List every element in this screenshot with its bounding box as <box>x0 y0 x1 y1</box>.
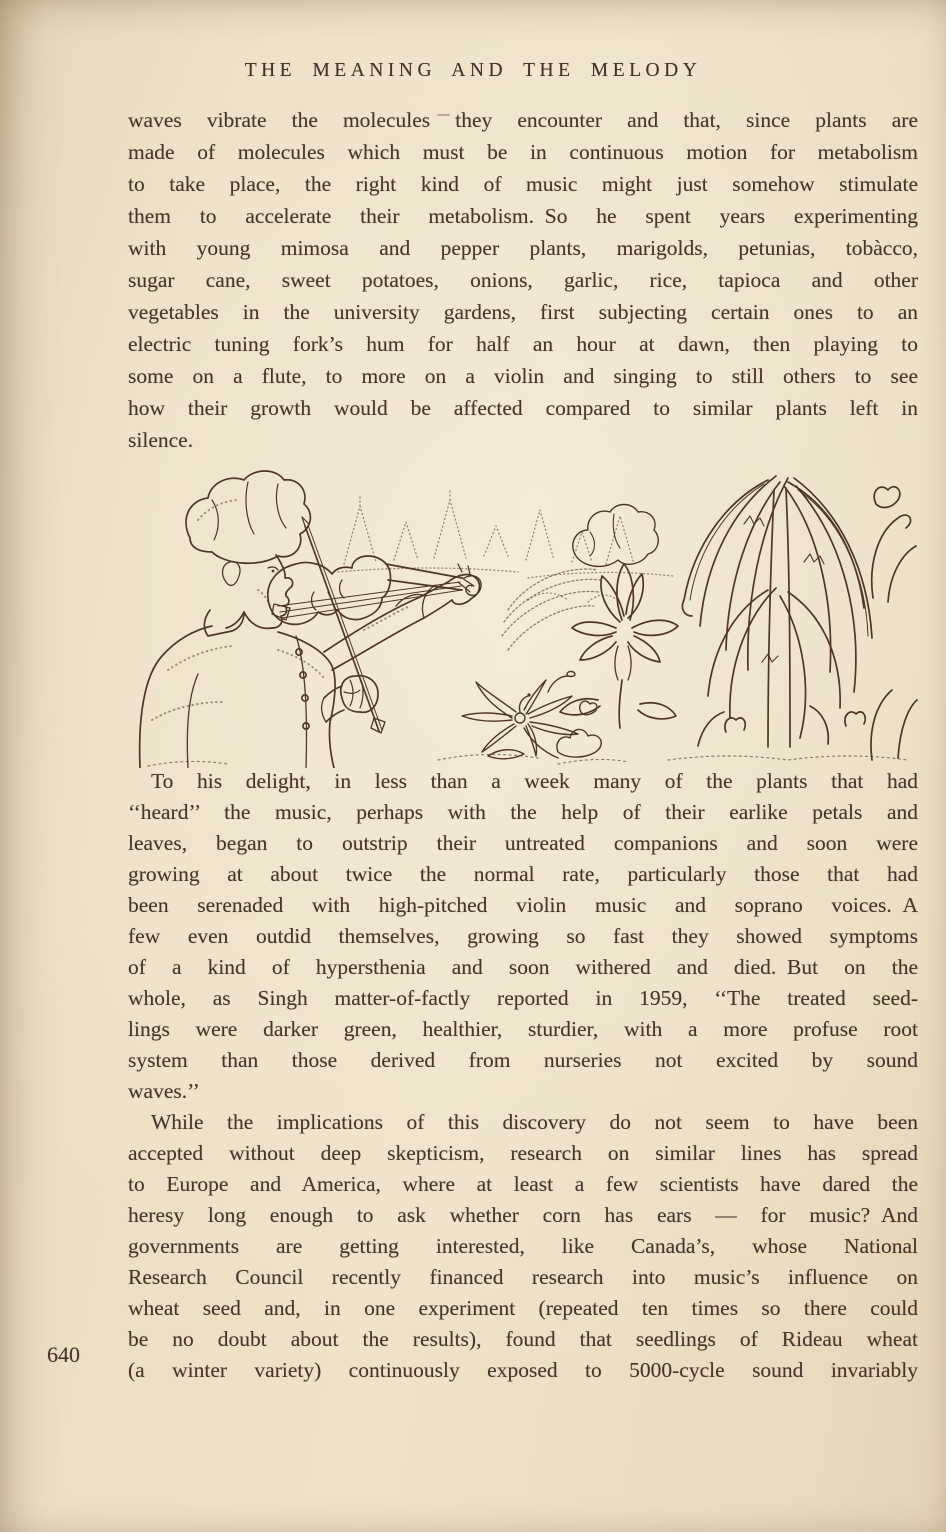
leafy-bush <box>573 505 658 567</box>
text-line: how their growth would be affected compared to similar plants left in <box>128 396 918 420</box>
text-line: to take place, the right kind of music might just somehow stimulate <box>128 172 918 196</box>
text-line: wheat seed and, in one experiment (repeated ten times so there could <box>128 1296 918 1320</box>
text-line: To his delight, in less than a week many of the plants that had <box>151 769 918 793</box>
lotus-flower <box>560 564 678 728</box>
text-line: electric tuning fork’s hum for half an hour at dawn, then playing to <box>128 332 918 356</box>
text-line: waves.’’ <box>128 1079 200 1103</box>
ear <box>223 562 240 586</box>
paragraphs-2-3 <box>128 766 918 1386</box>
hatched-midground <box>502 569 600 650</box>
text-line: them to accelerate their metabolism. So he spent years experimenting <box>128 204 918 228</box>
star-flower <box>462 672 578 759</box>
text-line: accepted without deep skepticism, research on similar lines has spread <box>128 1141 918 1165</box>
text-line: whole, as Singh matter-of-factly reported in 1959, ‘‘The treated seed- <box>128 986 918 1010</box>
paragraph-1 <box>128 104 918 456</box>
text-line: silence. <box>128 428 194 452</box>
text-line: vegetables in the university gardens, first subjecting certain ones to an <box>128 300 918 324</box>
text-line: to Europe and America, where at least a few scientists have dared the <box>128 1172 918 1196</box>
text-line: some on a flute, to more on a violin and singing to still others to see <box>128 364 918 388</box>
text-line: been serenaded with high-pitched violin music and soprano voices. A <box>128 893 918 917</box>
text-line: heresy long enough to ask whether corn has ears — for music? And <box>128 1203 918 1227</box>
text-line: system than those derived from nurseries not excited by sound <box>128 1048 918 1072</box>
text-line: lings were darker green, healthier, sturdier, with a more profuse root <box>128 1017 918 1041</box>
curled-leaves-right <box>871 487 917 760</box>
violinist-and-plants-illustration <box>128 460 918 768</box>
violin <box>268 556 481 624</box>
text-line: leaves, began to outstrip their untreated companions and soon were <box>128 831 918 855</box>
text-line: (a winter variety) continuously exposed to 5000-cycle sound invariably <box>128 1358 918 1382</box>
bow-hand <box>341 676 378 713</box>
violin-scroll <box>464 576 481 595</box>
text-line: few even outdid themselves, growing so fast they showed symptoms <box>128 924 918 948</box>
text-line: growing at about twice the normal rate, particularly those that had <box>128 862 918 886</box>
text-line: be no doubt about the results), found that seedlings of Rideau wheat <box>128 1327 918 1351</box>
page-number: 640 <box>47 1342 80 1367</box>
maize-leaves <box>682 476 872 747</box>
text-line: with young mimosa and pepper plants, marigolds, petunias, tobàcco, <box>128 236 918 260</box>
text-line: governments are getting interested, like Canada’s, whose National <box>128 1234 918 1258</box>
extended-arm <box>324 582 448 652</box>
stipple-shading <box>152 500 410 720</box>
text-line: ‘‘heard’’ the music, perhaps with the help of their earlike petals and <box>128 800 918 824</box>
text-line: of a kind of hypersthenia and soon withered and died. But on the <box>128 955 918 979</box>
running-head: THE MEANING AND THE MELODY <box>244 60 702 81</box>
torso <box>140 626 212 768</box>
text-line: waves vibrate the molecules they encounter and that, since plants are <box>128 108 918 132</box>
text-line: made of molecules which must be in continuous motion for metabolism <box>128 140 918 164</box>
text-line: While the implications of this discovery do not seem to have been <box>151 1110 918 1134</box>
text-line: sugar cane, sweet potatoes, onions, garlic, rice, tapioca and other <box>128 268 918 292</box>
ground-texture <box>148 754 908 766</box>
text-line: Research Council recently financed research into music’s influence on <box>128 1265 918 1289</box>
